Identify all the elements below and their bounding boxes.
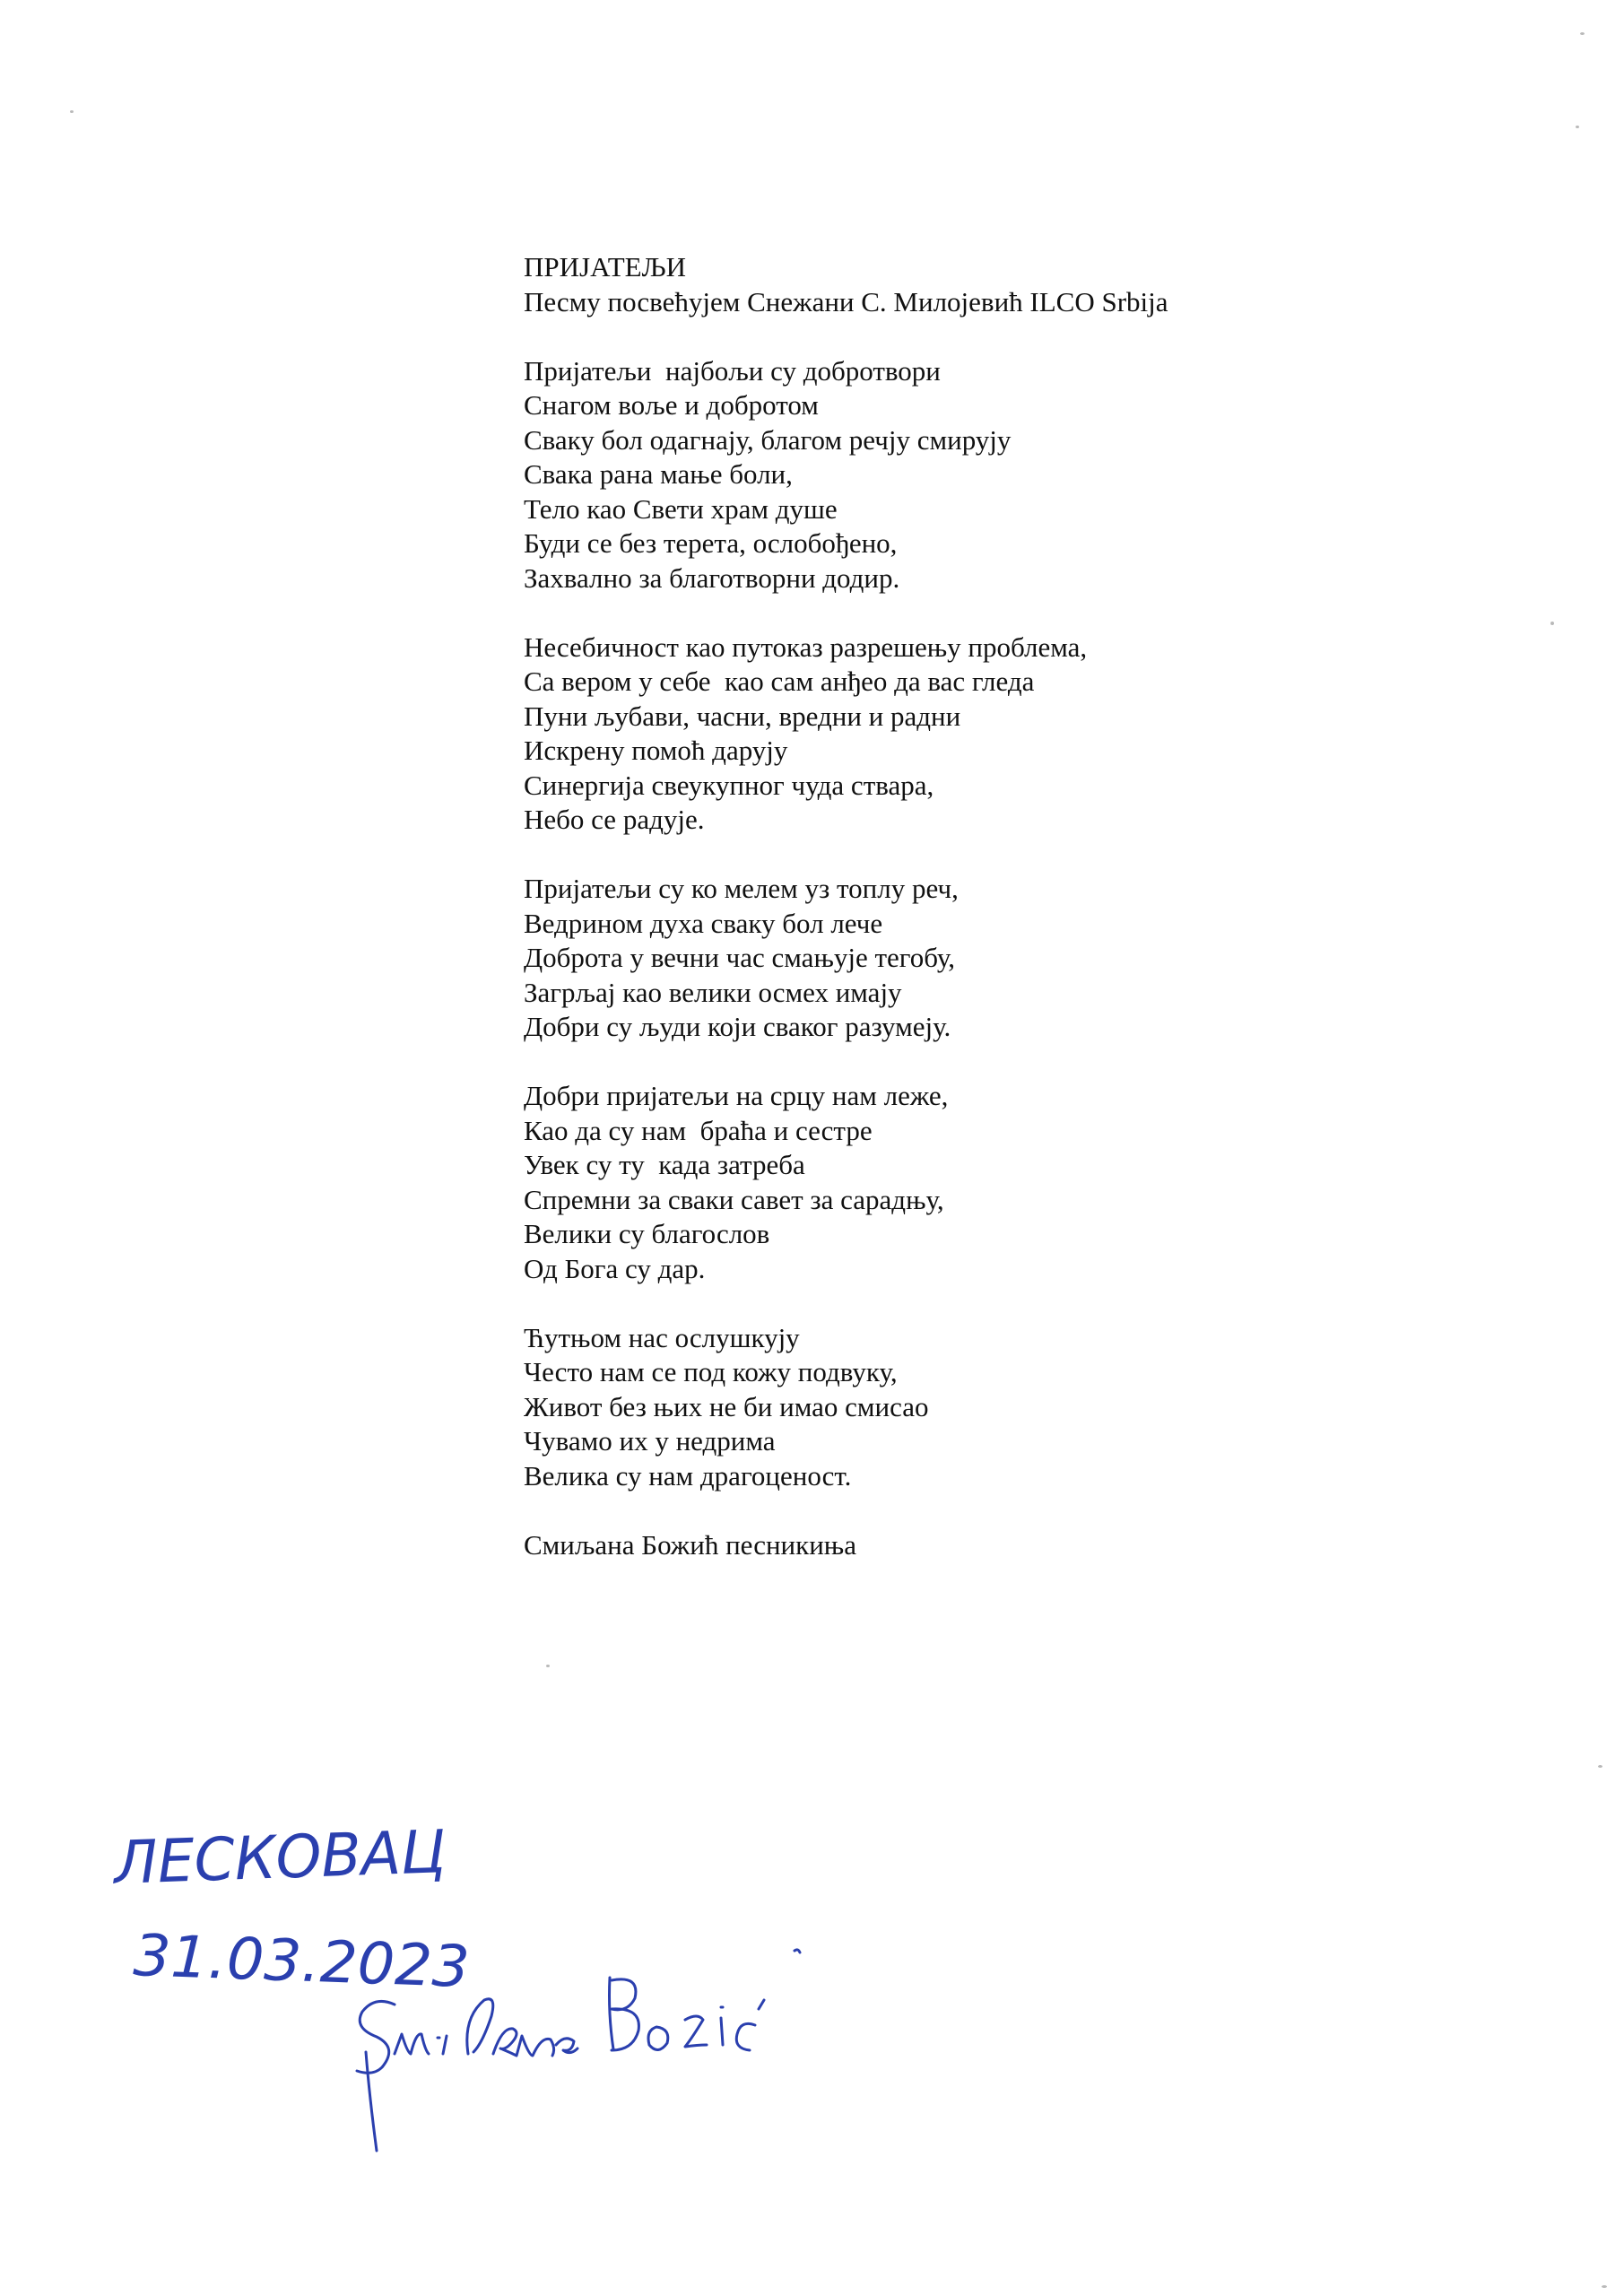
poem-line: Велика су нам драгоценост.: [524, 1459, 852, 1492]
poem-title: ПРИЈАТЕЉИ: [524, 251, 687, 283]
poem-line: Сваку бол одагнају, благом речју смирују: [524, 423, 1012, 456]
poem-line: Спремни за сваки савет за сарадњу,: [524, 1183, 944, 1215]
poem-author: Смиљана Божић песникиња: [524, 1528, 856, 1561]
poem-dedication: Песму посвећујем Снежани С. Милојевић ILCO Srbija: [524, 285, 1168, 317]
poem-line: Пријатељи су ко мелем уз топлу реч,: [524, 873, 959, 904]
stanza-2: [524, 631, 1420, 838]
scan-speck: [1598, 1765, 1602, 1768]
poem-line: Небо се радује.: [524, 804, 705, 835]
handwritten-date: 31.03.2023: [132, 1923, 464, 2001]
poem-line: Тело као Свети храм душе: [524, 492, 838, 525]
handwritten-annotation: [99, 1785, 977, 2144]
scan-speck: [1550, 622, 1554, 625]
scan-speck: [1580, 32, 1585, 35]
poem-line: Као да су нам браћа и сестре: [524, 1114, 873, 1146]
stanza-3: [524, 872, 1420, 1045]
poem-line: Ведрином духа сваку бол лече: [524, 907, 883, 939]
poem-line: Од Бога су дар.: [524, 1252, 706, 1284]
handwriting-svg: [99, 1785, 977, 2144]
scan-speck: [70, 110, 74, 113]
poem-line: Чувамо их у недрима: [524, 1425, 776, 1457]
poem: [524, 250, 1420, 1562]
signature: [357, 1978, 764, 2151]
poem-line: Загрљај као велики осмех имају: [524, 976, 902, 1008]
poem-line: Пријатељи најбољи су добротвори: [524, 354, 941, 387]
poem-line: Снагом воље и добротом: [524, 389, 819, 421]
ink-dot: [795, 1950, 800, 1952]
poem-line: Несебичност као путоказ разрешењу проблема,: [524, 631, 1088, 663]
poem-line: Синергија свеукупног чуда ствара,: [524, 769, 934, 801]
scan-speck: [546, 1665, 550, 1667]
poem-line: Ћутњом нас ослушкују: [524, 1321, 800, 1353]
poem-line: Добри су људи који сваког разумеју.: [524, 1011, 951, 1042]
stanza-1: [524, 354, 1420, 596]
poem-line: Са вером у себе као сам анђео да вас гледа: [524, 665, 1035, 697]
poem-line: Живот без њих не би имао смисао: [524, 1390, 929, 1422]
scan-speck: [1576, 126, 1579, 128]
poem-line: Увек су ту када затреба: [524, 1149, 805, 1180]
poem-line: Велики су благослов: [524, 1218, 770, 1249]
poem-line: Често нам се под кожу подвуку,: [524, 1356, 898, 1387]
poem-line: Захвално за благотворни додир.: [524, 561, 900, 594]
poem-line: Доброта у вечни час смањује тегобу,: [524, 942, 955, 973]
poem-line: Добри пријатељи на срцу нам леже,: [524, 1080, 949, 1111]
scan-speck: [1602, 2285, 1607, 2288]
stanza-5: [524, 1321, 1420, 1494]
poem-line: Искрену помоћ дарују: [524, 735, 788, 766]
poem-line: Свака рана мање боли,: [524, 458, 793, 490]
handwritten-place: ЛЕСКОВАЦ: [112, 1816, 455, 1898]
poem-line: Пуни љубави, часни, вредни и радни: [524, 700, 961, 732]
stanza-4: [524, 1079, 1420, 1286]
poem-line: Буди се без терета, ослобођено,: [524, 527, 898, 559]
